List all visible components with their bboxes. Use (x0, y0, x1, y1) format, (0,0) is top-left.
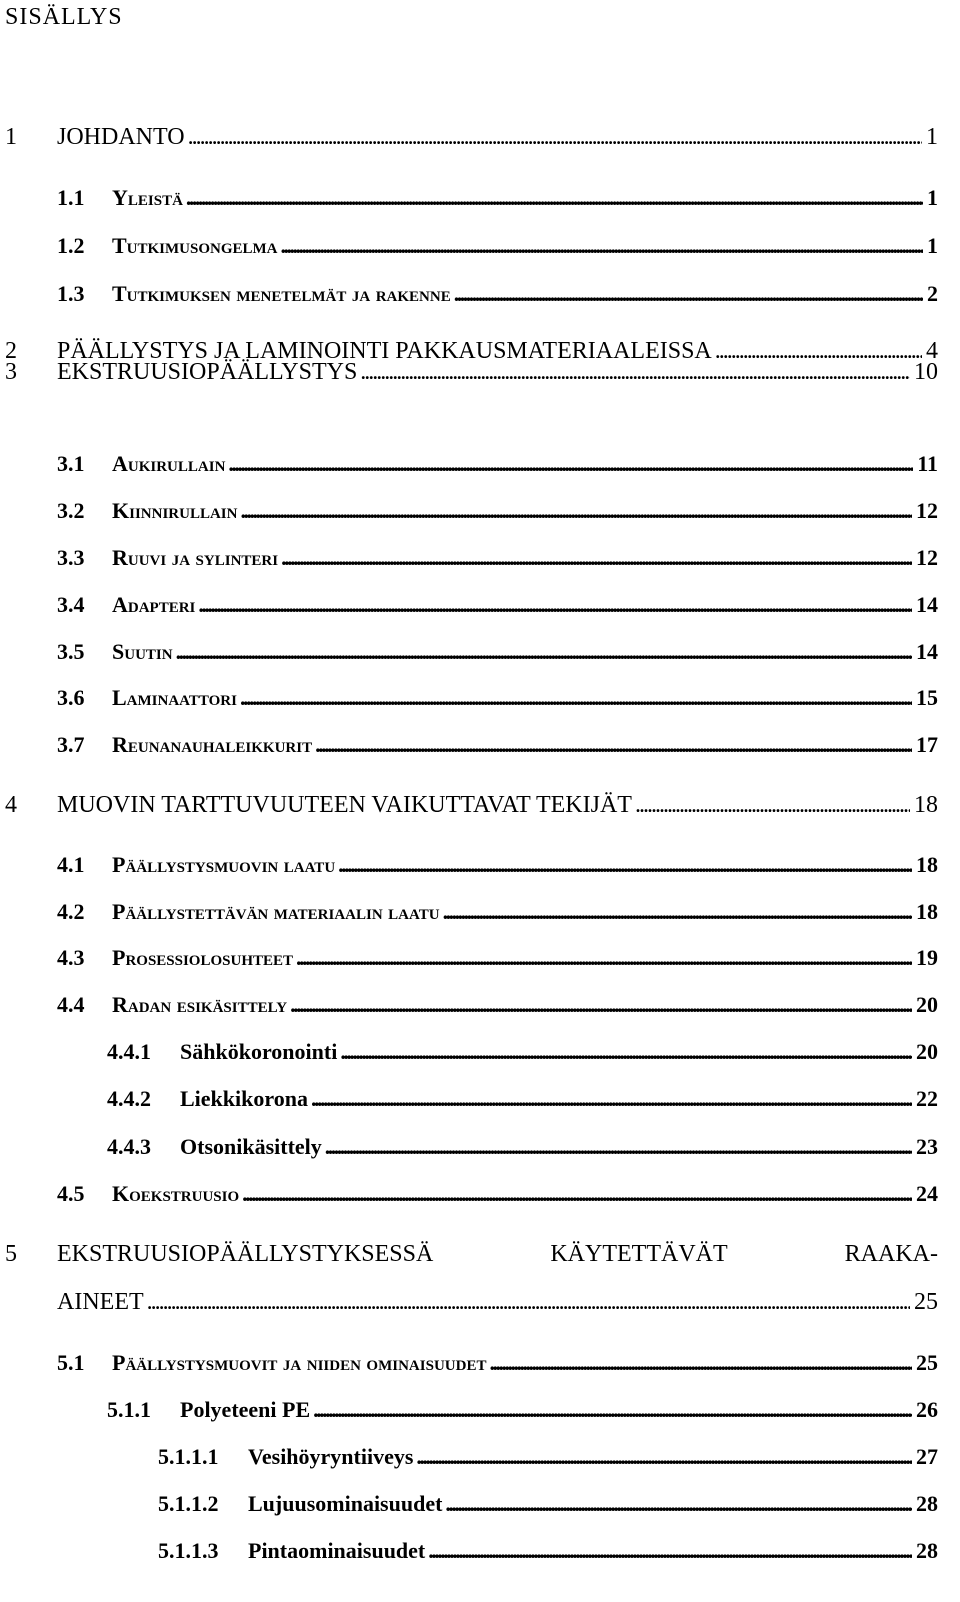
toc-leader-dots (147, 1289, 910, 1316)
toc-entry-number: 4.5 (57, 1181, 85, 1206)
toc-entry-page: 18 (914, 792, 938, 818)
toc-entry-title: Päällystettävän materiaalin laatu (112, 899, 440, 924)
toc-entry-4-2[interactable] (0, 899, 960, 939)
toc-entry-page: 24 (916, 1181, 938, 1206)
toc-entry-3-2[interactable] (0, 498, 960, 538)
toc-leader-dots (489, 1350, 912, 1376)
toc-entry-title: Tutkimusongelma (112, 233, 278, 258)
toc-entry-page: 25 (914, 1289, 938, 1315)
toc-entry-4-5[interactable] (0, 1181, 960, 1221)
toc-leader-dots (311, 1086, 912, 1112)
toc-leader-dots (445, 1491, 912, 1517)
toc-entry-title-word: EKSTRUUSIOPÄÄLLYSTYKSESSÄ (57, 1241, 434, 1267)
toc-entry-number: 1.2 (57, 233, 85, 258)
toc-entry-title: Laminaattori (112, 685, 237, 710)
toc-leader-dots (454, 281, 923, 307)
toc-entry-1-3[interactable] (0, 281, 960, 321)
toc-leader-dots (188, 124, 922, 151)
toc-entry-5-1[interactable] (0, 1350, 960, 1390)
toc-entry-number: 4.3 (57, 945, 85, 970)
toc-entry-number: 5.1.1.3 (158, 1538, 219, 1563)
toc-entry-title-line1 (57, 1241, 938, 1268)
toc-entry-number: 3.3 (57, 545, 85, 570)
toc-leader-dots (360, 359, 910, 386)
toc-leader-dots (281, 545, 912, 571)
toc-leader-dots (240, 498, 912, 524)
toc-entry-number: 2 (5, 338, 17, 364)
toc-leader-dots (198, 592, 912, 618)
toc-entry-5-1-1[interactable] (0, 1397, 960, 1437)
toc-entry-title: Päällystysmuovit ja niiden ominaisuudet (112, 1350, 487, 1375)
toc-entry-page: 18 (916, 899, 938, 924)
toc-entry-page: 20 (916, 1039, 938, 1064)
toc-leader-dots (176, 639, 912, 665)
toc-entry-title: Suutin (112, 639, 173, 664)
toc-entry-title: JOHDANTO (57, 124, 185, 150)
toc-leader-dots (290, 992, 912, 1018)
toc-entry-page: 17 (916, 732, 938, 757)
toc-entry-4-3[interactable] (0, 945, 960, 985)
toc-entry-title: Aukirullain (112, 451, 226, 476)
toc-leader-dots (281, 233, 923, 259)
toc-entry-number: 3.5 (57, 639, 85, 664)
toc-entry-number: 5.1.1.1 (158, 1444, 219, 1469)
toc-entry-title: Koekstruusio (112, 1181, 240, 1206)
toc-entry-number: 5.1 (57, 1350, 85, 1375)
toc-entry-title: Otsonikäsittely (180, 1134, 322, 1159)
toc-leader-dots (313, 1397, 912, 1423)
toc-entry-4[interactable] (0, 792, 960, 832)
toc-entry-page: 1 (927, 185, 938, 210)
toc-entry-5[interactable] (0, 1241, 960, 1329)
toc-entry-4-4-3[interactable] (0, 1134, 960, 1174)
toc-entry-number: 5.1.1 (107, 1397, 151, 1422)
toc-entry-page: 18 (916, 852, 938, 877)
toc-entry-1[interactable] (0, 124, 960, 164)
toc-entry-4-1[interactable] (0, 852, 960, 892)
toc-leader-dots (186, 185, 923, 211)
toc-entry-title: PÄÄLLYSTYS JA LAMINOINTI PAKKAUSMATERIAALEISSA (57, 338, 712, 364)
toc-entry-title: Liekkikorona (180, 1086, 308, 1111)
toc-entry-number: 4.1 (57, 852, 85, 877)
toc-entry-page: 27 (916, 1444, 938, 1469)
toc-entry-number: 4.4 (57, 992, 85, 1017)
toc-entry-title: EKSTRUUSIOPÄÄLLYSTYS (57, 359, 358, 385)
toc-entry-title: Ruuvi ja sylinteri (112, 545, 279, 570)
toc-entry-title: Prosessiolosuhteet (112, 945, 294, 970)
toc-entry-number: 4.4.3 (107, 1134, 151, 1159)
toc-entry-title: Sähkökoronointi (180, 1039, 338, 1064)
toc-entry-page: 20 (916, 992, 938, 1017)
toc-entry-page: 11 (917, 451, 938, 476)
toc-entry-page: 23 (916, 1134, 938, 1159)
toc-entry-page: 19 (916, 945, 938, 970)
toc-entry-title: Yleistä (112, 185, 183, 210)
toc-entry-number: 5.1.1.2 (158, 1491, 219, 1516)
toc-entry-title: Polyeteeni PE (180, 1397, 311, 1422)
toc-leader-dots (416, 1444, 912, 1470)
toc-leader-dots (338, 852, 912, 878)
toc-entry-page: 12 (916, 498, 938, 523)
toc-entry-number: 3.4 (57, 592, 85, 617)
toc-leader-dots (240, 685, 912, 711)
toc-entry-number: 1.3 (57, 281, 85, 306)
toc-entry-4-4-2[interactable] (0, 1086, 960, 1126)
toc-entry-title: Kiinnirullain (112, 498, 238, 523)
toc-entry-title: Radan esikäsittely (112, 992, 288, 1017)
toc-entry-title: Pintaominaisuudet (248, 1538, 426, 1563)
toc-entry-title-word: KÄYTETTÄVÄT (550, 1241, 728, 1267)
toc-leader-dots (443, 899, 912, 925)
toc-entry-number: 4 (5, 792, 17, 818)
toc-entry-3-7[interactable] (0, 732, 960, 772)
toc-entry-title: Vesihöyryntiiveys (248, 1444, 414, 1469)
toc-entry-3-1[interactable] (0, 451, 960, 491)
toc-title: SISÄLLYS (5, 4, 123, 30)
toc-entry-title: Reunanauhaleikkurit (112, 732, 313, 757)
toc-entry-title: Adapteri (112, 592, 196, 617)
toc-entry-title: Tutkimuksen menetelmät ja rakenne (112, 281, 451, 306)
toc-entry-page: 12 (916, 545, 938, 570)
toc-entry-1-1[interactable] (0, 185, 960, 225)
toc-entry-page: 10 (914, 359, 938, 385)
toc-entry-page: 4 (926, 338, 938, 364)
toc-entry-page: 2 (927, 281, 938, 306)
toc-entry-number: 3.2 (57, 498, 85, 523)
toc-leader-dots (296, 945, 912, 971)
toc-entry-number: 4.4.2 (107, 1086, 151, 1111)
toc-entry-3-actual[interactable] (0, 359, 960, 399)
toc-entry-number: 3 (5, 359, 17, 385)
toc-entry-title-line2: AINEET (57, 1289, 144, 1315)
toc-entry-page: 1 (927, 233, 938, 258)
toc-leader-dots (315, 732, 912, 758)
toc-entry-number: 1.1 (57, 185, 85, 210)
toc-leader-dots (340, 1039, 912, 1065)
toc-entry-number: 4.4.1 (107, 1039, 151, 1064)
toc-entry-title: Lujuusominaisuudet (248, 1491, 443, 1516)
toc-entry-1-2[interactable] (0, 233, 960, 273)
toc-leader-dots (635, 792, 910, 819)
toc-entry-number: 3.1 (57, 451, 85, 476)
toc-entry-page: 26 (916, 1397, 938, 1422)
toc-entry-5-1-1-1[interactable] (0, 1444, 960, 1484)
toc-entry-5-1-1-2[interactable] (0, 1491, 960, 1531)
toc-leader-dots (228, 451, 913, 477)
toc-entry-title-word: RAAKA- (844, 1241, 938, 1267)
toc-leader-dots (325, 1134, 912, 1160)
toc-entry-3-5[interactable] (0, 639, 960, 679)
toc-entry-page: 25 (916, 1350, 938, 1375)
toc-entry-3-4[interactable] (0, 592, 960, 632)
toc-entry-number: 3.6 (57, 685, 85, 710)
toc-entry-4-4-1[interactable] (0, 1039, 960, 1079)
toc-entry-page: 15 (916, 685, 938, 710)
toc-entry-number: 5 (5, 1241, 17, 1267)
toc-entry-3-3[interactable] (0, 545, 960, 585)
toc-entry-4-4[interactable] (0, 992, 960, 1032)
toc-entry-number: 3.7 (57, 732, 85, 757)
toc-entry-page: 28 (916, 1538, 938, 1563)
toc-entry-page: 1 (926, 124, 938, 150)
toc-entry-page: 14 (916, 592, 938, 617)
toc-entry-title: Päällystysmuovin laatu (112, 852, 336, 877)
toc-entry-5-1-1-3[interactable] (0, 1538, 960, 1578)
toc-leader-dots (242, 1181, 912, 1207)
toc-leader-dots (428, 1538, 912, 1564)
toc-entry-page: 22 (916, 1086, 938, 1111)
toc-entry-number: 1 (5, 124, 17, 150)
toc-entry-page: 28 (916, 1491, 938, 1516)
toc-entry-page: 14 (916, 639, 938, 664)
toc-entry-number: 4.2 (57, 899, 85, 924)
toc-entry-title: MUOVIN TARTTUVUUTEEN VAIKUTTAVAT TEKIJÄT (57, 792, 632, 818)
toc-entry-3-6[interactable] (0, 685, 960, 725)
